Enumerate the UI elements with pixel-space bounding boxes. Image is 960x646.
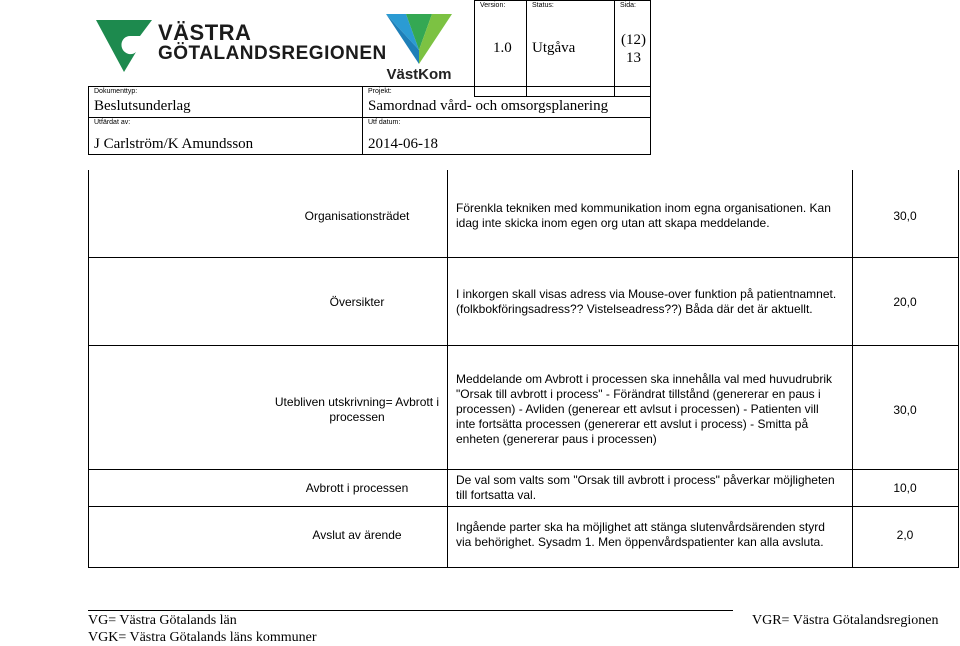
issued-by-box bbox=[88, 117, 363, 155]
doctype-value: Beslutsunderlag bbox=[94, 98, 191, 114]
footer-line1: VG= Västra Götalands län bbox=[88, 613, 237, 628]
project-box bbox=[362, 86, 651, 118]
row-divider bbox=[88, 469, 959, 470]
row-value: 30,0 bbox=[893, 208, 917, 223]
table-border-left bbox=[88, 170, 89, 567]
row-name: Organisationsträdet bbox=[304, 208, 410, 223]
footer-rule bbox=[88, 610, 733, 611]
issued-by-value: J Carlström/K Amundsson bbox=[94, 136, 254, 152]
version-value: 1.0 bbox=[493, 40, 512, 56]
table-divider-2 bbox=[852, 170, 853, 567]
vgr-logo-line1: VÄSTRA bbox=[158, 20, 252, 45]
page-value-line1: (12) bbox=[621, 32, 646, 48]
row-divider bbox=[88, 567, 959, 568]
vastkom-emblem-icon bbox=[384, 12, 454, 66]
table-border-right bbox=[958, 170, 959, 567]
footer-line2: VGK= Västra Götalands läns kommuner bbox=[88, 630, 317, 645]
issued-date-value: 2014-06-18 bbox=[368, 136, 438, 152]
status-label: Status: bbox=[532, 2, 554, 9]
page-label: Sida: bbox=[620, 2, 636, 9]
row-value: 30,0 bbox=[893, 402, 917, 417]
issued-by-label: Utfärdat av: bbox=[94, 119, 131, 126]
row-divider bbox=[88, 345, 959, 346]
row-description: Meddelande om Avbrott i processen ska innehålla val med huvudrubrik "Orsak till avbrott i process" - Förändrat tillstånd (genererar en paus i processen) - Avliden (generear ett avlsut i processen) - Patienten vill inte fortsätta processen (genererar ett avslut i process) - Smitta på enheten (genererar paus i processen) bbox=[456, 371, 832, 446]
issued-date-label: Utf datum: bbox=[368, 119, 401, 126]
project-value: Samordnad vård- och omsorgsplanering bbox=[368, 98, 609, 114]
vastkom-logo bbox=[384, 12, 454, 86]
doctype-label: Dokumenttyp: bbox=[94, 88, 138, 95]
project-label: Projekt: bbox=[368, 88, 392, 95]
issued-date-box bbox=[362, 117, 651, 155]
vgr-emblem-icon bbox=[94, 16, 154, 74]
row-description: I inkorgen skall visas adress via Mouse-over funktion på patientnamnet.(folkbokföringsadress?? Vistelseadress??) Båda där det är aktuellt. bbox=[456, 287, 837, 316]
vgr-logo bbox=[94, 16, 387, 74]
footer-right: VGR= Västra Götalandsregionen bbox=[752, 613, 939, 628]
page-box bbox=[614, 0, 651, 97]
doctype-box bbox=[88, 86, 363, 118]
row-name: Avslut av ärende bbox=[312, 527, 402, 542]
vastkom-logo-text: VästKom bbox=[386, 66, 452, 83]
row-name: Utebliven utskrivning= Avbrott i processen bbox=[274, 395, 440, 424]
table-divider-1 bbox=[447, 170, 448, 567]
row-value: 2,0 bbox=[896, 527, 914, 542]
row-divider bbox=[88, 257, 959, 258]
vgr-logo-line2: GÖTALANDSREGIONEN bbox=[158, 43, 387, 64]
version-label: Version: bbox=[480, 2, 506, 9]
row-value: 20,0 bbox=[893, 294, 917, 309]
row-value: 10,0 bbox=[893, 480, 917, 495]
status-value: Utgåva bbox=[532, 40, 576, 56]
row-name: Översikter bbox=[329, 294, 385, 309]
row-divider bbox=[88, 506, 959, 507]
status-box bbox=[526, 0, 615, 97]
row-description: Förenkla tekniken med kommunikation inom egna organisationen. Kan idag inte skicka inom egen org utan att skapa meddelande. bbox=[456, 201, 831, 230]
row-description: Ingående parter ska ha möjlighet att stänga slutenvårdsärenden styrd via behörighet. Sysadm 1. Men öppenvårdspatienter kan alla avsluta. bbox=[456, 520, 825, 549]
page-value-line2: 13 bbox=[626, 50, 641, 66]
row-description: De val som valts som "Orsak till avbrott i process" påverkar möjligheten till fortsatta val. bbox=[456, 473, 835, 502]
row-name: Avbrott i processen bbox=[305, 480, 409, 495]
version-box bbox=[474, 0, 527, 97]
